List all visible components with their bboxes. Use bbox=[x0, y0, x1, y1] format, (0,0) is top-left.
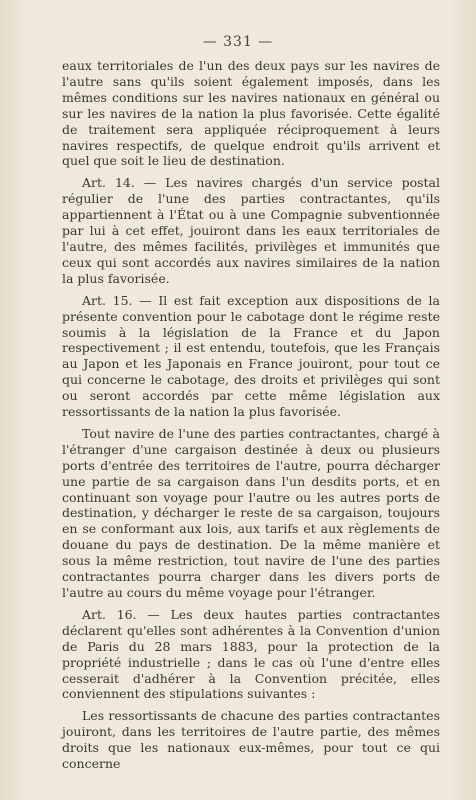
page-number: — 331 — bbox=[202, 34, 274, 50]
paragraph-article-14: Art. 14. — Les navires chargés d'un service postal régulier de l'une des parties contractantes, qu'ils appartiennent à l'État ou à une Compagnie subventionnée par lui à cet effet, jouiront dans les eaux territoriales de l'autre, des mêmes facilités, privilèges et immunités que ceux qui sont accordés aux navires similaires de la nation la plus favorisée. bbox=[62, 175, 440, 286]
paragraph-ressortissants: Les ressortissants de chacune des parties contractantes jouiront, dans les territoires de l'autre partie, des mêmes droits que les nationaux eux-mêmes, pour tout ce qui concerne bbox=[62, 708, 440, 772]
paragraph-article-15: Art. 15. — Il est fait exception aux dispositions de la présente convention pour le cabotage dont le régime reste soumis à la législation de la France et du Japon respectivement ; il est entendu, toutefois, que les Français au Japon et les Japonais en France jouiront, pour tout ce qui concerne le cabotage, des droits et privilèges qui sont ou seront accordés par cette même législation aux ressortissants de la nation la plus favorisée. bbox=[62, 292, 440, 420]
paragraph-cargo: Tout navire de l'une des parties contractantes, chargé à l'étranger d'une cargaison destinée à deux ou plusieurs ports d'entrée des territoires de l'autre, pourra décharger une partie de sa cargaison dans l'un desdits ports, et en continuant son voyage pour l'autre ou les autres ports de destination, y décharger le reste de sa cargaison, toujours en se conformant aux lois, aux tarifs et aux règlements de douane du pays de destination. De la même manière et sous la même restriction, tout navire de l'une des parties contractantes pourra charger dans les divers ports de l'autre au cours du même voyage pour l'étranger. bbox=[62, 425, 440, 600]
page-body bbox=[62, 58, 440, 778]
paragraph-continuation: eaux territoriales de l'un des deux pays sur les navires de l'autre sans qu'ils soient également imposés, dans les mêmes conditions sur les navires nationaux en général ou sur les navires de la nation la plus favorisée. Cette égalité de traitement sera appliquée réciproquement à leurs navires respectifs, de quelque endroit qu'ils arrivent et quel que soit le lieu de destination. bbox=[62, 58, 440, 169]
paragraph-article-16: Art. 16. — Les deux hautes parties contractantes déclarent qu'elles sont adhérentes à la Convention d'union de Paris du 28 mars 1883, pour la protection de la propriété industrielle ; dans le cas où l'une d'entre elles cesserait d'adhérer à la Convention précitée, elles conviennent des stipulations suivantes : bbox=[62, 606, 440, 702]
